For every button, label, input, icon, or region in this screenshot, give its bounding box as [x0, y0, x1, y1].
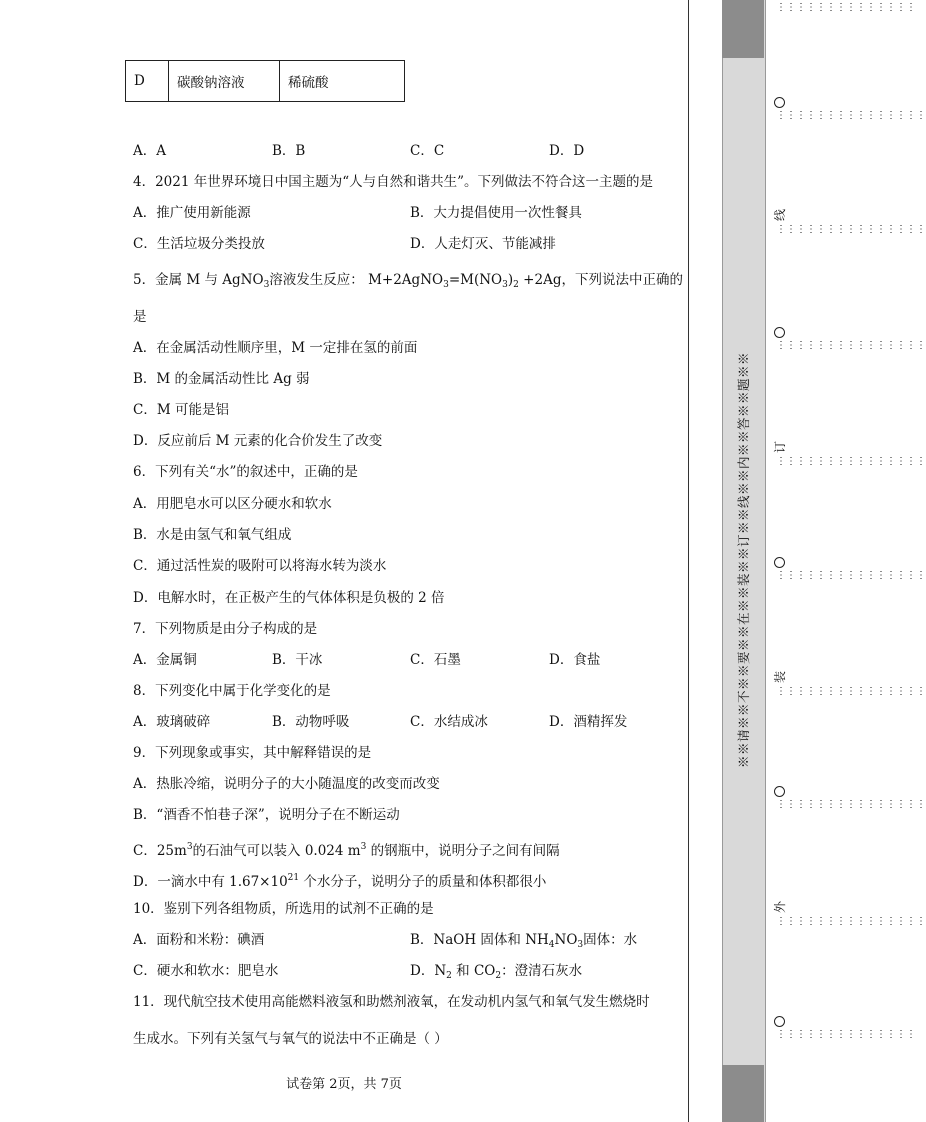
dotted-segment: ⋮⋮⋮⋮⋮⋮⋮⋮⋮⋮⋮⋮⋮⋮⋮: [776, 916, 926, 927]
binding-seal-line: [771, 0, 926, 1122]
binding-ring-icon: [774, 786, 785, 797]
q10-option-a: A．面粉和米粉：碘酒: [133, 932, 265, 948]
page-footer: 试卷第 2页，共 7页: [286, 1077, 402, 1092]
q6-option-d: D．电解水时，在正极产生的气体体积是负极的 2 倍: [133, 590, 445, 606]
q10-option-c: C．硬水和软水：肥皂水: [133, 963, 279, 979]
q8-option-b: B．动物呼吸: [272, 714, 350, 730]
q3-option-b: B．B: [272, 143, 306, 159]
table-cell-label: D: [126, 61, 169, 102]
binding-ring-icon: [774, 1016, 785, 1027]
binding-label-zhuang: 装: [773, 671, 787, 684]
q3-option-d: D．D: [549, 143, 585, 159]
dotted-segment: ⋮⋮⋮⋮⋮⋮⋮⋮⋮⋮⋮⋮⋮⋮⋮: [776, 110, 926, 121]
binding-ring-icon: [774, 557, 785, 568]
q5-stem-tail: 是: [133, 309, 147, 325]
q5-option-c: C．M 可能是铝: [133, 402, 229, 418]
q7-stem: 7．下列物质是由分子构成的是: [133, 621, 318, 637]
binding-strip-top-block: [722, 0, 764, 58]
q4-option-b: B．大力提倡使用一次性餐具: [410, 205, 582, 221]
binding-ring-icon: [774, 327, 785, 338]
dotted-segment: ⋮⋮⋮⋮⋮⋮⋮⋮⋮⋮⋮⋮⋮⋮⋮: [776, 224, 926, 235]
q7-option-d: D．食盐: [549, 652, 601, 668]
q10-stem: 10．鉴别下列各组物质，所选用的试剂不正确的是: [133, 901, 434, 917]
q4-option-a: A．推广使用新能源: [133, 205, 251, 221]
q8-option-c: C．水结成冰: [410, 714, 488, 730]
q10-option-d: D．$N_2$ 和 $CO_2$：澄清石灰水: [410, 963, 583, 981]
table-row: [126, 61, 405, 102]
binding-ring-icon: [774, 97, 785, 108]
q6-stem: 6．下列有关“水”的叙述中，正确的是: [133, 464, 358, 480]
dotted-segment: ⋮⋮⋮⋮⋮⋮⋮⋮⋮⋮⋮⋮⋮⋮⋮: [776, 456, 926, 467]
q5-stem: 5．金属 M 与 AgNO$_3$溶液发生反应： $M+2AgNO_3=M(NO_3)_2 +2Ag$，下列说法中正确的: [133, 272, 683, 290]
dotted-segment: ⋮⋮⋮⋮⋮⋮⋮⋮⋮⋮⋮⋮⋮⋮⋮: [776, 340, 926, 351]
q4-stem: 4．2021 年世界环境日中国主题为“人与自然和谐共生”。下列做法不符合这一主题的是: [133, 174, 654, 190]
q11-stem-line2: 生成水。下列有关氢气与氧气的说法中不正确是（ ）: [133, 1031, 448, 1047]
binding-label-wai: 外: [773, 901, 787, 914]
binding-notice: ※※请※※不※※要※※在※※装※※订※※线※※内※※答※※题※※: [736, 351, 751, 769]
reagent-table: [125, 60, 405, 102]
q11-stem-line1: 11．现代航空技术使用高能燃料液氢和助燃剂液氧，在发动机内氢气和氧气发生燃烧时: [133, 994, 650, 1010]
dotted-segment: ⋮⋮⋮⋮⋮⋮⋮⋮⋮⋮⋮⋮⋮⋮: [776, 2, 916, 13]
table-cell-reagent: 碳酸钠溶液: [169, 61, 280, 102]
q7-option-c: C．石墨: [410, 652, 461, 668]
dotted-segment: ⋮⋮⋮⋮⋮⋮⋮⋮⋮⋮⋮⋮⋮⋮⋮: [776, 686, 926, 697]
q9-stem: 9．下列现象或事实，其中解释错误的是: [133, 745, 372, 761]
dotted-segment: ⋮⋮⋮⋮⋮⋮⋮⋮⋮⋮⋮⋮⋮⋮⋮: [776, 570, 926, 581]
binding-border-line: [688, 0, 689, 1122]
q8-option-d: D．酒精挥发: [549, 714, 628, 730]
q7-option-a: A．金属铜: [133, 652, 197, 668]
q5-option-b: B．M 的金属活动性比 Ag 弱: [133, 371, 310, 387]
q5-option-a: A．在金属活动性顺序里，M 一定排在氢的前面: [133, 340, 418, 356]
q5-option-d: D．反应前后 M 元素的化合价发生了改变: [133, 433, 383, 449]
q6-option-c: C．通过活性炭的吸附可以将海水转为淡水: [133, 558, 387, 574]
q9-option-c: C．$25m^3$的石油气可以装入 0.024 $m^3$ 的钢瓶中，说明分子之间有间隔: [133, 842, 560, 859]
q8-option-a: A．玻璃破碎: [133, 714, 211, 730]
binding-label-ding: 订: [773, 441, 787, 454]
q7-option-b: B．干冰: [272, 652, 323, 668]
table-cell-solution: 稀硫酸: [280, 61, 405, 102]
q9-option-d: D．一滴水中有 $1.67\times 10^{21}$ 个水分子，说明分子的质量和体积都很小: [133, 873, 547, 890]
binding-label-line: 线: [773, 209, 787, 222]
dotted-segment: ⋮⋮⋮⋮⋮⋮⋮⋮⋮⋮⋮⋮⋮⋮⋮: [776, 799, 926, 810]
q6-option-a: A．用肥皂水可以区分硬水和软水: [133, 496, 332, 512]
q10-option-b: B．NaOH 固体和 $NH_4NO_3$固体：水: [410, 932, 638, 950]
q3-option-c: C．C: [410, 143, 445, 159]
dotted-segment: ⋮⋮⋮⋮⋮⋮⋮⋮⋮⋮⋮⋮⋮⋮: [776, 1029, 916, 1040]
binding-strip-bottom-block: [722, 1065, 764, 1122]
q4-option-c: C．生活垃圾分类投放: [133, 236, 265, 252]
q9-option-a: A．热胀冷缩，说明分子的大小随温度的改变而改变: [133, 776, 440, 792]
q6-option-b: B．水是由氢气和氧气组成: [133, 527, 292, 543]
q4-option-d: D．人走灯灭、节能减排: [410, 236, 556, 252]
q9-option-b: B．“酒香不怕巷子深”，说明分子在不断运动: [133, 807, 400, 823]
q3-option-a: A．A: [133, 143, 166, 159]
q8-stem: 8．下列变化中属于化学变化的是: [133, 683, 331, 699]
